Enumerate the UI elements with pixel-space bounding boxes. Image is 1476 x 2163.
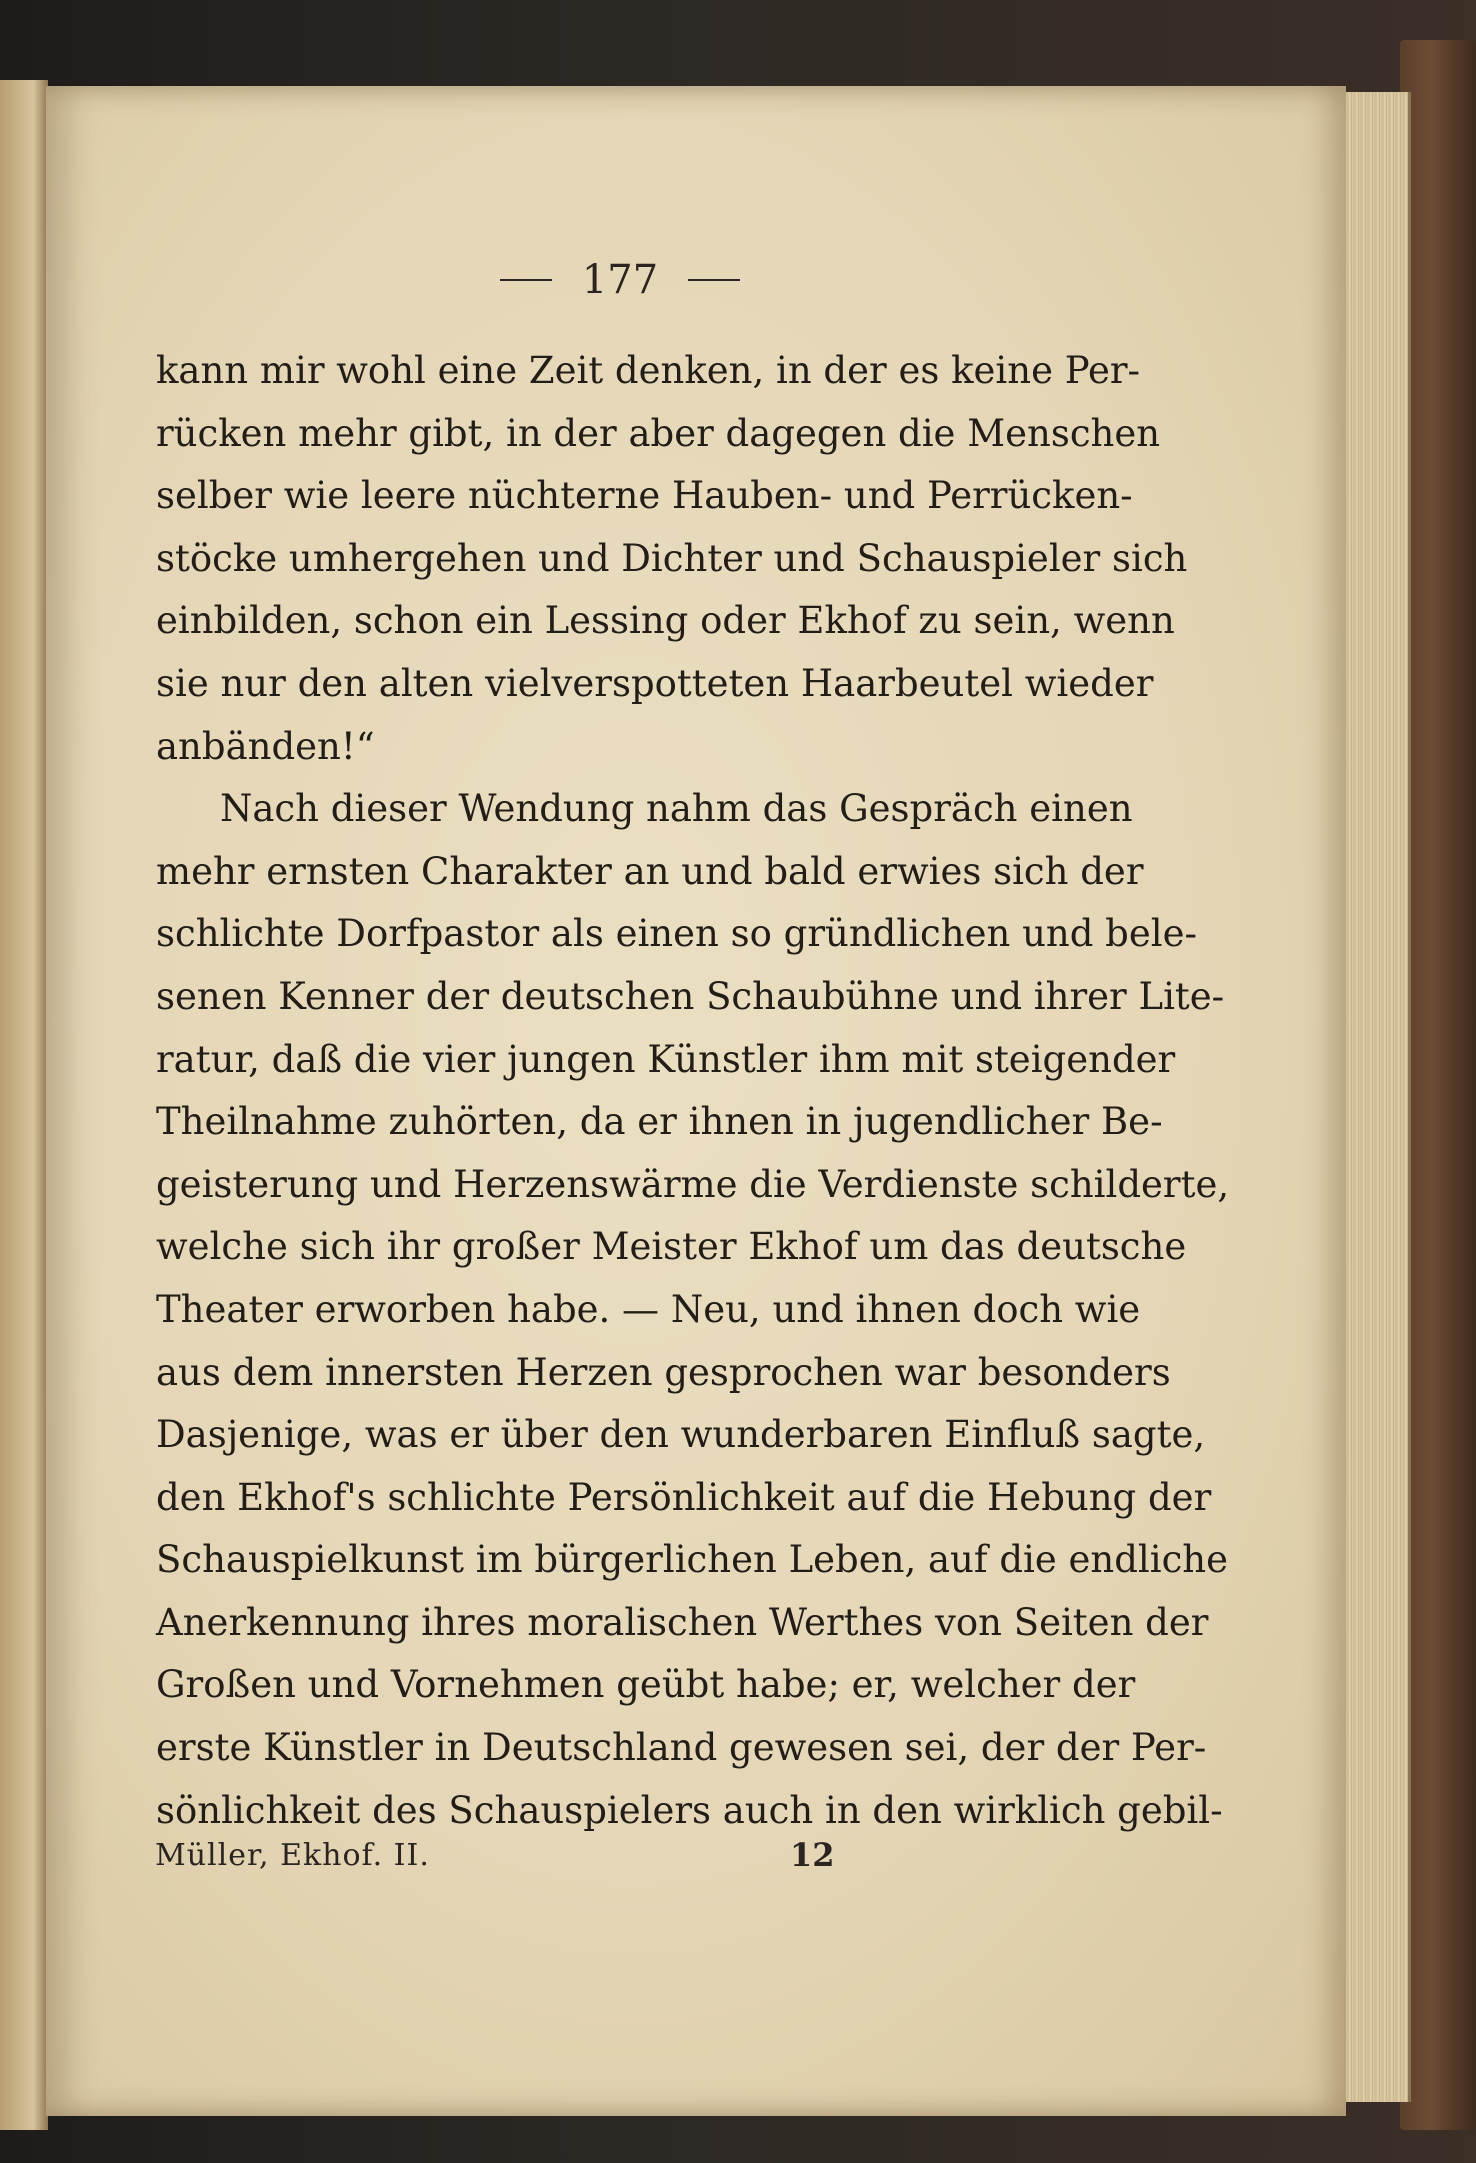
text-line: rücken mehr gibt, in der aber dagegen die Menschen (156, 411, 1161, 455)
text-line: mehr ernsten Charakter an und bald erwies sich der (156, 849, 1144, 893)
text-line: sönlichkeit des Schauspielers auch in den wirklich gebil- (156, 1788, 1223, 1832)
book-cover-edge (1400, 40, 1476, 2130)
text-line: Anerkennung ihres moralischen Werthes von Seiten der (156, 1600, 1209, 1644)
text-line: Schauspielkunst im bürgerlichen Leben, auf die endliche (156, 1538, 1229, 1582)
text-line: Theilnahme zuhörten, da er ihnen in jugendlicher Be- (156, 1100, 1163, 1144)
text-line: aus dem innersten Herzen gesprochen war besonders (156, 1350, 1171, 1394)
header-dash-left (500, 279, 552, 281)
page-number: 177 (581, 257, 659, 303)
text-line: Theater erworben habe. — Neu, und ihnen doch wie (156, 1287, 1141, 1331)
text-line: ratur, daß die vier jungen Künstler ihm mit steigender (156, 1037, 1176, 1081)
body-text (156, 340, 1230, 1842)
text-line: stöcke umhergehen und Dichter und Schauspieler sich (156, 536, 1188, 580)
text-line: selber wie leere nüchterne Hauben- und Perrücken- (156, 474, 1133, 518)
page-header (470, 250, 770, 310)
sheet-number: 12 (790, 1836, 835, 1874)
printer-signature: Müller, Ekhof. II. (155, 1838, 430, 1873)
text-line: senen Kenner der deutschen Schaubühne und ihrer Lite- (156, 974, 1225, 1018)
text-line: erste Künstler in Deutschland gewesen sei, der der Per- (156, 1726, 1207, 1770)
text-line: geisterung und Herzenswärme die Verdienste schilderte, (156, 1162, 1230, 1206)
text-line: sie nur den alten vielverspotteten Haarbeutel wieder (156, 661, 1154, 705)
text-line: Großen und Vornehmen geübt habe; er, welcher der (156, 1663, 1136, 1707)
text-line: welche sich ihr großer Meister Ekhof um das deutsche (156, 1225, 1187, 1269)
text-line: Dasjenige, was er über den wunderbaren Einfluß sagte, (156, 1413, 1206, 1457)
text-line: den Ekhof's schlichte Persönlichkeit auf die Hebung der (156, 1475, 1212, 1519)
header-dash-right (688, 279, 740, 281)
text-line: Nach dieser Wendung nahm das Gespräch einen (220, 787, 1133, 831)
text-line: schlichte Dorfpastor als einen so gründlichen und bele- (156, 912, 1197, 956)
text-line: kann mir wohl eine Zeit denken, in der es keine Per- (156, 349, 1141, 392)
text-line: einbilden, schon ein Lessing oder Ekhof zu sein, wenn (156, 599, 1175, 643)
text-line: anbänden!“ (156, 724, 375, 768)
facing-page-edge (0, 80, 48, 2130)
